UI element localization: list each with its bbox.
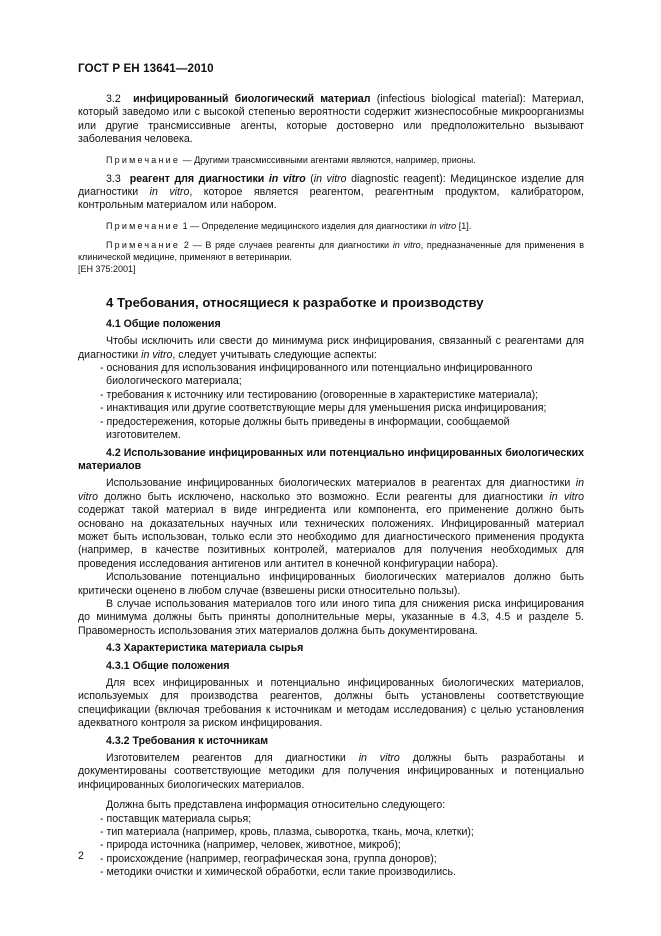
definition-term: инфицированный биологический материал xyxy=(133,93,371,105)
page-number: 2 xyxy=(78,850,84,862)
section-4-3-1-heading: 4.3.1 Общие положения xyxy=(106,659,230,672)
page-content xyxy=(78,93,584,880)
page-header: ГОСТ Р ЕН 13641—2010 xyxy=(78,62,214,75)
list-item: - требования к источнику или тестированию (оговоренные в характеристике материала); xyxy=(100,388,539,401)
list-item: - предостережения, которые должны быть приведены в информации, сообщаемой изготовителем. xyxy=(100,415,510,442)
reference: [ЕН 375:2001] xyxy=(78,263,136,274)
list-item: - тип материала (например, кровь, плазма, сыворотка, ткань, моча, клетки); xyxy=(100,826,474,839)
section-4-2-paragraph-2: Использование потенциально инфицированных биологических материалов должно быть критически оценено в любом случае (взвешены риски относительно пользы). xyxy=(78,571,584,597)
note-3-3-1: Примечание 1 — Определение медицинского изделия для диагностики in vitro [1]. xyxy=(106,220,472,231)
section-4-heading: 4 Требования, относящиеся к разработке и производству xyxy=(106,294,484,310)
section-4-3-2-paragraph-2: Должна быть представлена информация относительно следующего: xyxy=(106,799,446,812)
definition-term: реагент для диагностики in vitro xyxy=(129,172,306,185)
note-label: Примечание xyxy=(106,220,181,231)
definition-3-2 xyxy=(78,93,584,147)
definition-number: 3.2 xyxy=(106,93,121,105)
note-label: Примечание xyxy=(106,239,181,250)
note-3-3-2: Примечание 2 — В ряде случаев реагенты для диагностики in vitro, предназначенные для применения в клинической медицине, применяют в ветеринарии. xyxy=(78,239,585,262)
section-4-2-paragraph-1: Использование инфицированных биологических материалов в реагентах для диагностики in vitro должно быть исключено, насколько это возможно. Если реагенты для диагностики in vitro содержат такой материал в виде ингредиента или компонента, его применение должно быть основано на доказательных научных или технических положениях. Инфицированный материал может быть использован, только если это необходимо для диагностического применения продукта (например, в качестве позитивных контролей, материалов для получения необходимых для проведения исследования антигенов или антител в конечной конфигурации набора). xyxy=(78,477,584,570)
note-text: — Другими трансмиссивными агентами являются, например, прионы. xyxy=(180,154,476,165)
section-4-3-2-paragraph-1: Изготовителем реагентов для диагностики in vitro должны быть разработаны и документированы соответствующие методики для получения инфицированных и потенциально инфицированных биологических материалов. xyxy=(78,752,584,791)
list-item: - основания для использования инфицированного или потенциально инфицированного биологического материала; xyxy=(100,362,533,388)
section-4-1-heading: 4.1 Общие положения xyxy=(106,317,221,330)
section-4-2-paragraph-3: В случае использования материалов того или иного типа для снижения риска инфицирования до минимума должны быть приняты дополнительные меры, указанные в 4.3, 4.5 и разделе 5. Правомерность использования этих материалов должна быть документирована. xyxy=(78,597,584,637)
note-3-2 xyxy=(78,154,584,166)
list-item: - природа источника (например, человек, животное, микроб); xyxy=(100,839,401,852)
section-4-1-paragraph: Чтобы исключить или свести до минимума риск инфицирования, связанный с реагентами для диагностики in vitro, следует учитывать следующие аспекты: xyxy=(78,335,584,361)
list-item: - поставщик материала сырья; xyxy=(100,812,252,825)
list-item: - методики очистки и химической обработки, если такие производились. xyxy=(100,866,456,879)
definition-3-3: 3.3 реагент для диагностики in vitro (in vitro diagnostic reagent): Медицинское изделие для диагностики in vitro, которое является реагентом, реагентным продуктом, калибратором, контрольным материалом или набором. xyxy=(78,172,584,212)
definition-text: (infectious biological material): Материал, который заведомо или с высокой степенью вероятности содержит жизнеспособные микроорганизмы или другие трансмиссивные агенты, которые достоверно или предположительно вызывают заболевания человека. xyxy=(78,93,584,146)
section-4-3-heading: 4.3 Характеристика материала сырья xyxy=(106,642,304,655)
list-item: - инактивация или другие соответствующие меры для уменьшения риска инфицирования; xyxy=(100,402,547,415)
section-4-3-2-heading: 4.3.2 Требования к источникам xyxy=(106,734,269,747)
list-item: - происхождение (например, географическая зона, группа доноров); xyxy=(100,852,437,865)
section-4-2-heading: 4.2 Использование инфицированных или потенциально инфицированных биологических материалов xyxy=(78,446,584,472)
section-4-3-1-paragraph: Для всех инфицированных и потенциально инфицированных биологических материалов, используемых для производства реагентов, должны быть установлены соответствующие спецификации (включая требования к источникам и методам исследования) с целью установления адекватного контроля за риском инфицирования. xyxy=(78,677,584,730)
note-label: Примечание xyxy=(106,154,181,165)
definition-number: 3.3 xyxy=(106,172,121,185)
